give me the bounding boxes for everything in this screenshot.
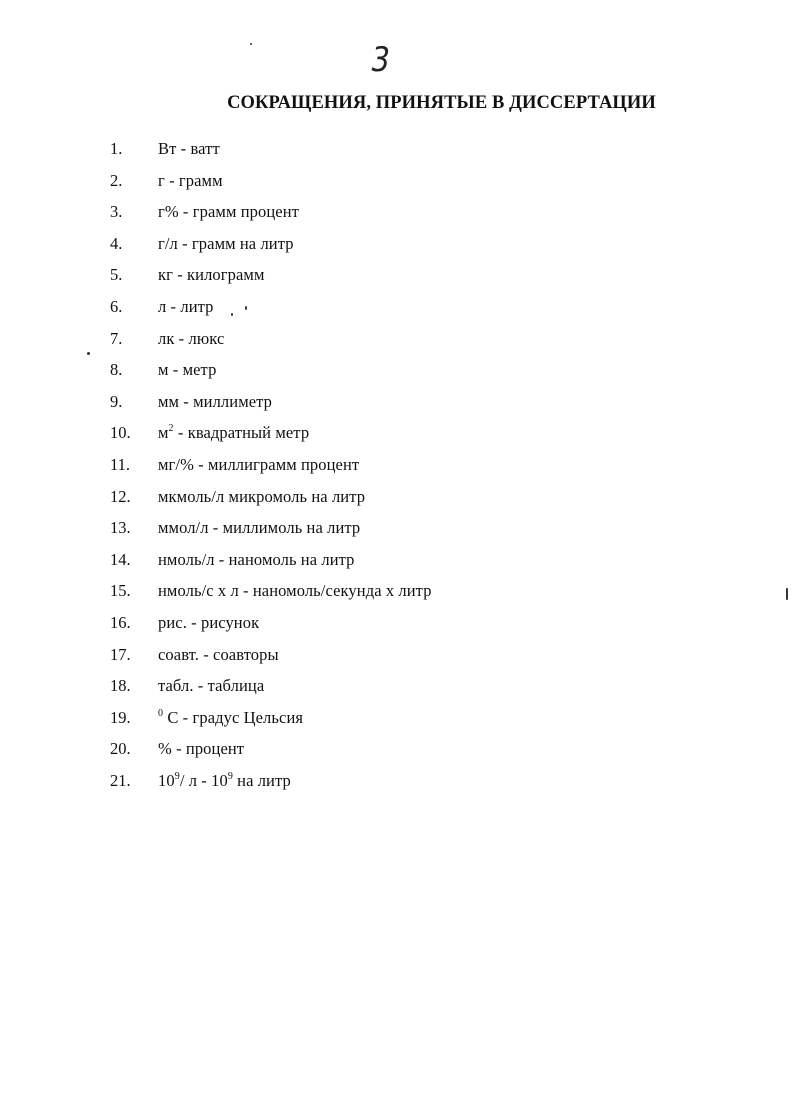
superscript: 0 [158, 707, 164, 719]
list-item [110, 548, 432, 580]
list-item [110, 706, 432, 738]
handwritten-page-number: 3 [371, 40, 391, 80]
item-text: г% - грамм процент [158, 202, 299, 222]
item-number: 8. [110, 360, 123, 380]
item-text: табл. - таблица [158, 676, 265, 696]
item-text: м - метр [158, 360, 217, 380]
item-number: 16. [110, 612, 131, 632]
scan-speck [245, 306, 247, 310]
list-item [110, 769, 432, 801]
item-text: мкмоль/л микромоль на литр [158, 486, 366, 506]
scan-speck [250, 43, 252, 45]
item-number: 21. [110, 770, 131, 790]
item-number: 14. [110, 549, 131, 569]
item-number: 17. [110, 644, 131, 664]
superscript: 9 [227, 770, 233, 782]
list-item [110, 137, 432, 169]
list-item [110, 169, 432, 201]
list-item [110, 232, 432, 264]
item-text: Вт - ватт [158, 139, 220, 158]
item-number: 20. [110, 739, 131, 759]
item-text-base: 10 [158, 770, 175, 790]
list-item [110, 643, 432, 675]
item-number: 6. [110, 296, 123, 316]
item-number: 1. [110, 139, 123, 158]
list-item [110, 737, 432, 769]
item-text: лк - люкс [158, 328, 225, 348]
item-number: 18. [110, 676, 131, 696]
item-text [158, 769, 291, 793]
item-number: 10. [110, 423, 131, 443]
item-number: 3. [110, 202, 123, 222]
item-text-rest: С - градус Цельсия [163, 707, 304, 727]
list-item [110, 674, 432, 706]
item-number: 12. [110, 486, 131, 506]
item-text: г - грамм [158, 170, 223, 190]
item-number: 5. [110, 265, 123, 285]
list-item [110, 421, 432, 453]
list-item [110, 295, 432, 327]
list-item [110, 485, 432, 517]
list-item [110, 263, 432, 295]
item-text [158, 421, 309, 445]
list-item [110, 390, 432, 422]
item-text: мм - миллиметр [158, 391, 273, 411]
item-text-base: м [158, 423, 169, 443]
list-item [110, 611, 432, 643]
scan-speck [231, 313, 233, 316]
item-text: нмоль/л - наномоль на литр [158, 549, 355, 569]
item-text: % - процент [158, 739, 245, 759]
abbreviations-list [110, 137, 432, 800]
list-item [110, 516, 432, 548]
item-number: 4. [110, 233, 123, 253]
item-text [158, 706, 303, 730]
scan-speck [87, 352, 90, 355]
item-text: ммол/л - миллимоль на литр [158, 518, 361, 538]
list-item [110, 453, 432, 485]
superscript: 2 [168, 423, 174, 435]
item-number: 7. [110, 328, 123, 348]
item-number: 15. [110, 581, 131, 601]
item-number: 2. [110, 170, 123, 190]
list-item [110, 358, 432, 390]
item-text: г/л - грамм на литр [158, 233, 294, 253]
list-item [110, 579, 432, 611]
item-number: 11. [110, 454, 131, 474]
item-text-middle: / л - 10 [179, 770, 228, 790]
list-item [110, 200, 432, 232]
page-title: СОКРАЩЕНИЯ, ПРИНЯТЫЕ В ДИССЕРТАЦИИ [227, 93, 656, 113]
list-item [110, 327, 432, 359]
item-number: 9. [110, 391, 123, 411]
item-text: соавт. - соавторы [158, 644, 279, 664]
scan-speck [786, 588, 788, 600]
item-text: л - литр [158, 296, 214, 316]
item-number: 13. [110, 518, 131, 538]
item-text-rest: на литр [232, 770, 291, 790]
item-text-rest: - квадратный метр [173, 423, 310, 443]
item-text: кг - килограмм [158, 265, 265, 285]
item-text: рис. - рисунок [158, 612, 260, 632]
item-text: нмоль/с х л - наномоль/секунда х литр [158, 581, 432, 601]
item-number: 19. [110, 707, 131, 727]
item-text: мг/% - миллиграмм процент [158, 454, 360, 474]
superscript: 9 [174, 770, 180, 782]
